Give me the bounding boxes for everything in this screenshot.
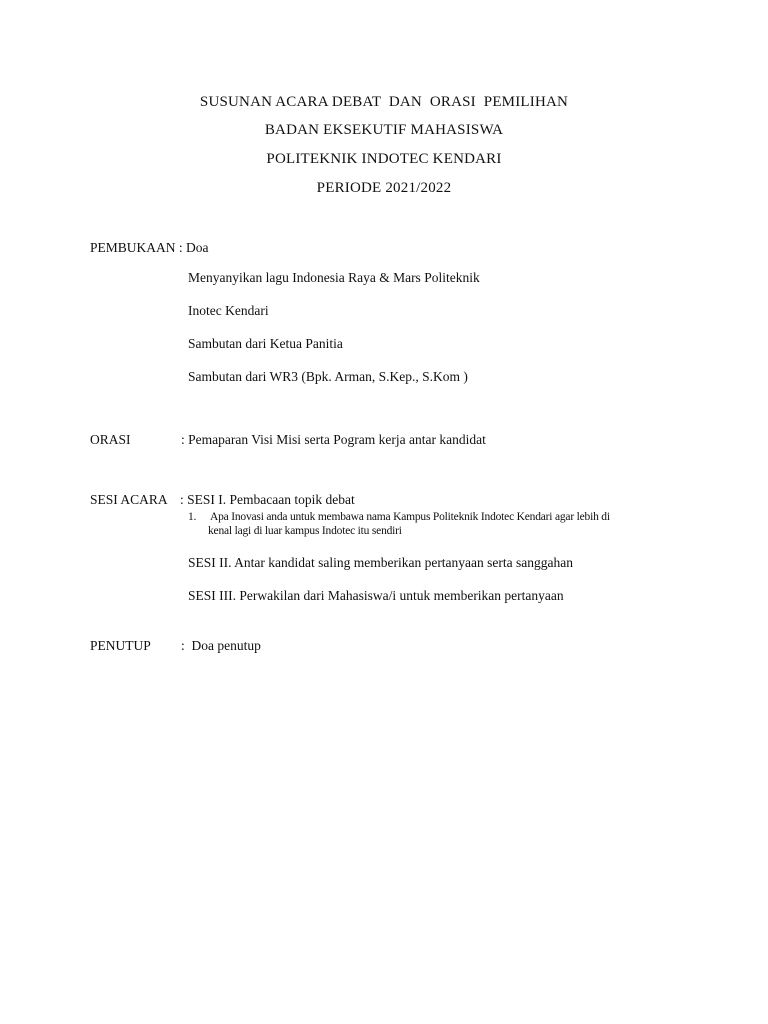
sesi-1-item-line-1: Apa Inovasi anda untuk membawa nama Kampus Politeknik Indotec Kendari agar lebih di [210, 511, 610, 523]
sesi-1-item-line-2: kenal lagi di luar kampus Indotec itu sendiri [208, 525, 402, 537]
penutup-label: PENUTUP [90, 638, 151, 653]
sesi-3-text: SESI III. Perwakilan dari Mahasiswa/i untuk memberikan pertanyaan [188, 588, 564, 603]
sesi-acara-label: SESI ACARA [90, 492, 168, 507]
sesi-2-text: SESI II. Antar kandidat saling memberikan pertanyaan serta sanggahan [188, 555, 574, 570]
orasi-text: : Pemaparan Visi Misi serta Pogram kerja antar kandidat [181, 432, 486, 447]
pembukaan-item: Sambutan dari Ketua Panitia [188, 336, 343, 351]
pembukaan-item: Inotec Kendari [188, 303, 269, 318]
pembukaan-item: Sambutan dari WR3 (Bpk. Arman, S.Kep., S.Kom ) [188, 369, 468, 384]
doc-title-line-2: BADAN EKSEKUTIF MAHASISWA [264, 122, 504, 138]
sesi-1-item-number: 1. [188, 511, 197, 523]
pembukaan-item: Menyanyikan lagu Indonesia Raya & Mars Politeknik [188, 270, 480, 285]
sesi-1-text: : SESI I. Pembacaan topik debat [180, 492, 355, 507]
pembukaan-label: PEMBUKAAN : Doa [90, 240, 209, 255]
doc-title-line-3: POLITEKNIK INDOTEC KENDARI [266, 151, 502, 167]
orasi-label: ORASI [90, 432, 131, 447]
doc-title-line-4: PERIODE 2021/2022 [316, 180, 452, 196]
doc-title-line-1: SUSUNAN ACARA DEBAT DAN ORASI PEMILIHAN [199, 94, 569, 110]
penutup-text: : Doa penutup [181, 638, 261, 653]
